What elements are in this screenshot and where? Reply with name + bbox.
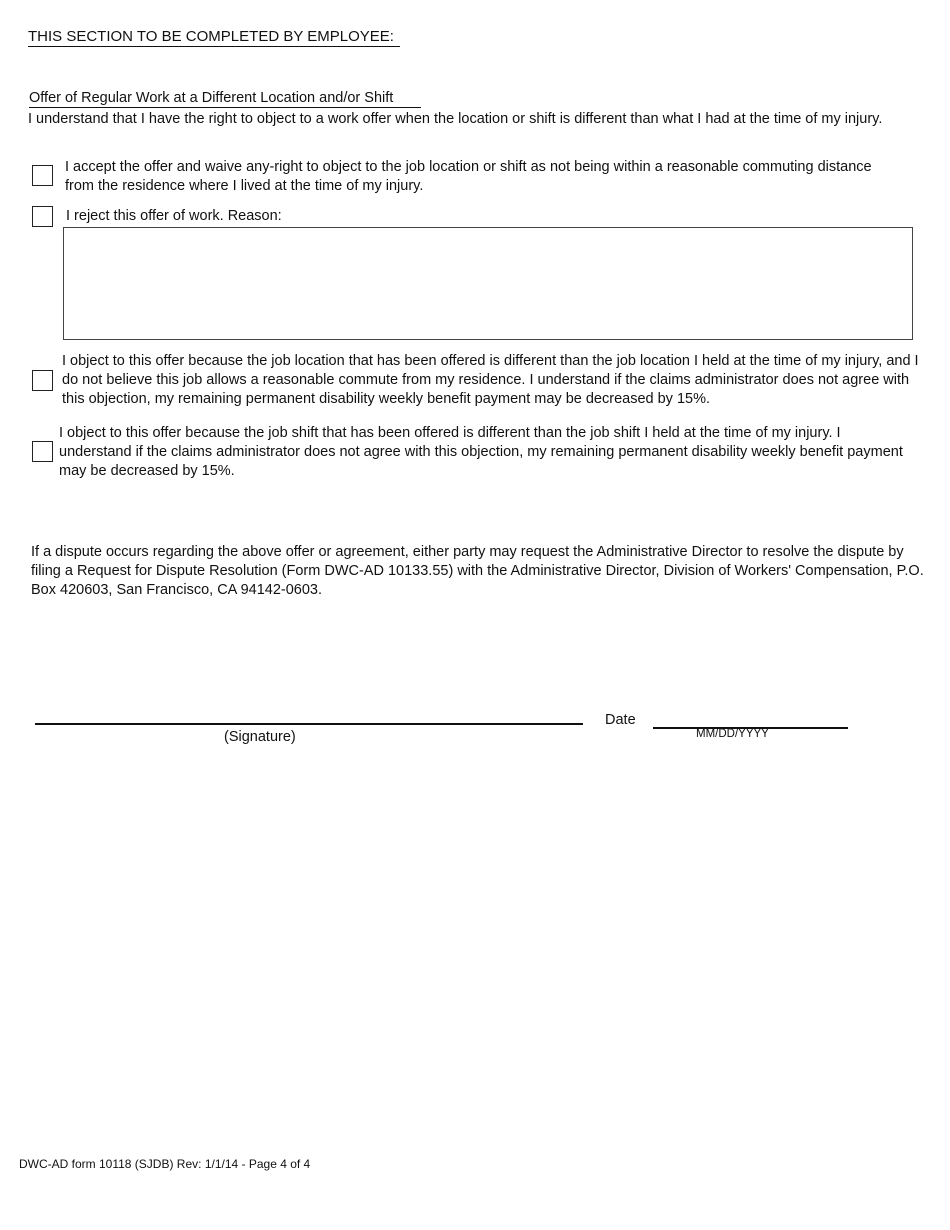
form-footer: DWC-AD form 10118 (SJDB) Rev: 1/1/14 - Page 4 of 4: [19, 1157, 311, 1171]
reject-reason-field[interactable]: [63, 227, 913, 340]
reject-offer-checkbox[interactable]: [32, 206, 53, 227]
dispute-text: If a dispute occurs regarding the above offer or agreement, either party may request the Administrative Director to resolve the dispute by filing a Request for Dispute Resolution (Form DWC-AD 10133.55) with the Administrative Director, Division of Workers' Compensation, P.O. Box 420603, San Francisco, CA 94142-0603.: [31, 544, 924, 598]
reject-offer-label: I reject this offer of work. Reason:: [66, 208, 282, 224]
date-label: Date: [605, 712, 636, 728]
signature-field[interactable]: [35, 723, 583, 725]
signature-caption: (Signature): [224, 729, 296, 745]
offer-heading: Offer of Regular Work at a Different Location and/or Shift: [29, 90, 421, 108]
accept-offer-label: I accept the offer and waive any-right to object to the job location or shift as not being within a reasonable commuting distance from the residence where I lived at the time of my injury.: [65, 159, 872, 194]
object-shift-label: I object to this offer because the job shift that has been offered is different than the job shift I held at the time of my injury. I understand if the claims administrator does not agree with this objection, my remaining permanent disability weekly benefit payment may be decreased by 15%.: [59, 425, 903, 479]
offer-intro-text: I understand that I have the right to object to a work offer when the location or shift is different than what I had at the time of my injury.: [28, 111, 883, 127]
object-location-checkbox[interactable]: [32, 370, 53, 391]
date-format-hint: MM/DD/YYYY: [696, 728, 769, 740]
object-shift-checkbox[interactable]: [32, 441, 53, 462]
section-heading: THIS SECTION TO BE COMPLETED BY EMPLOYEE:: [28, 28, 400, 47]
object-location-label: I object to this offer because the job location that has been offered is different than the job location I held at the time of my injury, and I do not believe this job allows a reasonable commute from my residence. I understand if the claims administrator does not agree with this objection, my remaining permanent disability weekly benefit payment may be decreased by 15%.: [62, 353, 919, 407]
accept-offer-checkbox[interactable]: [32, 165, 53, 186]
